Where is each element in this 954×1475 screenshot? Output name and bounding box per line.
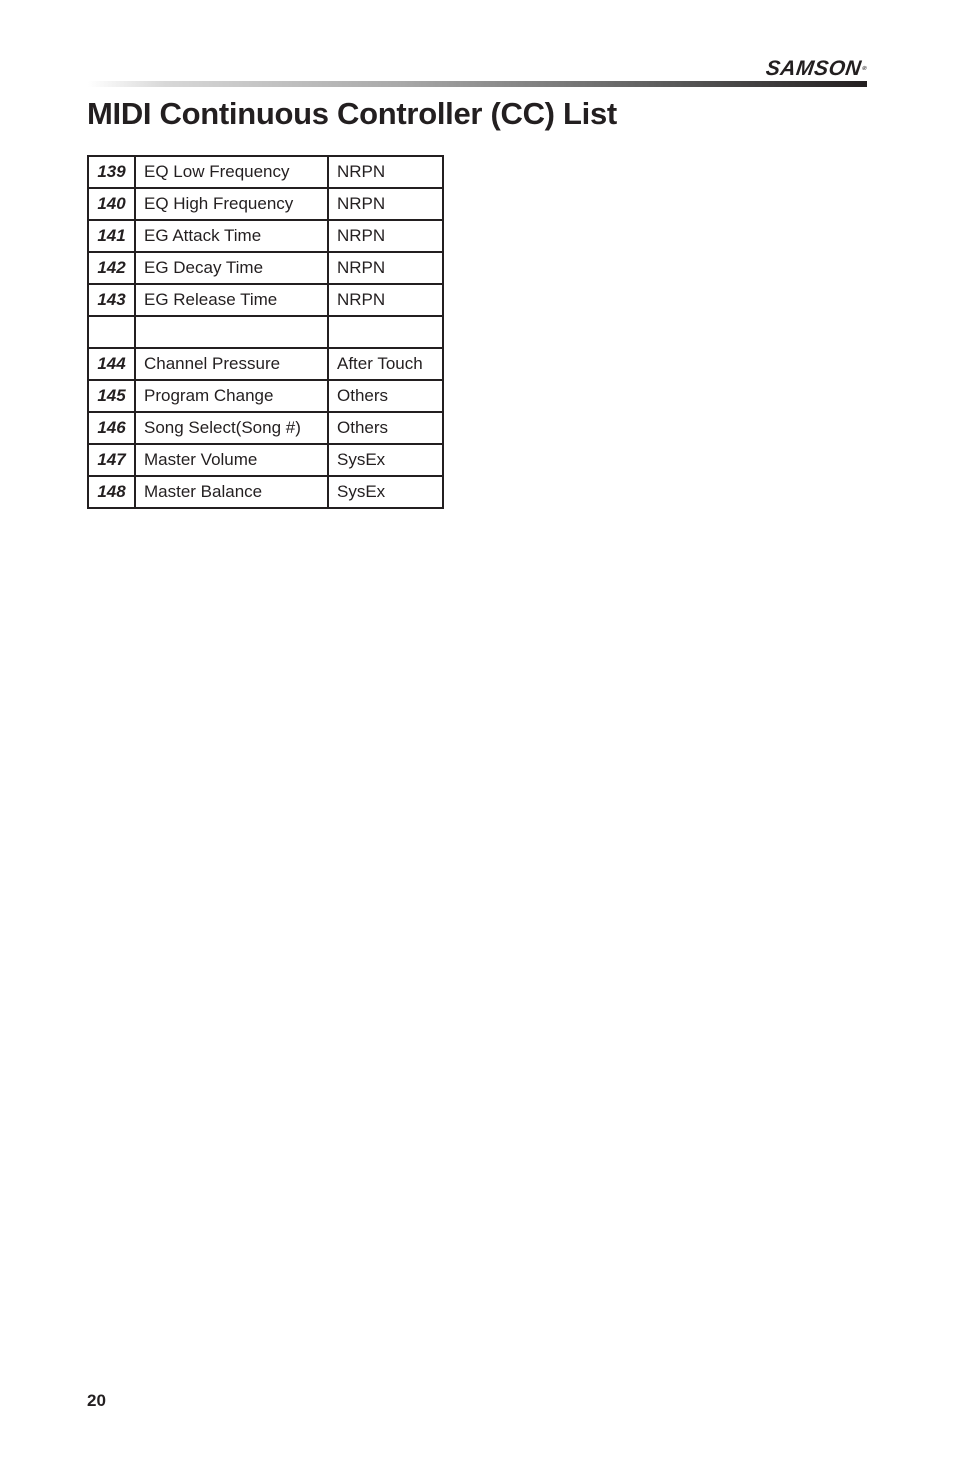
table-row: [88, 220, 443, 252]
cc-name: Program Change: [135, 380, 328, 412]
cc-name: EQ Low Frequency: [135, 156, 328, 188]
cc-number: 140: [88, 188, 135, 220]
cc-name: EG Decay Time: [135, 252, 328, 284]
cc-type: Others: [328, 412, 443, 444]
cc-number: 141: [88, 220, 135, 252]
table-row: [88, 156, 443, 188]
table-row: [88, 348, 443, 380]
samson-logo: [764, 58, 868, 80]
table-row-empty: [88, 316, 443, 348]
cc-type: NRPN: [328, 156, 443, 188]
cc-type: NRPN: [328, 284, 443, 316]
table-row: [88, 380, 443, 412]
cc-name: EQ High Frequency: [135, 188, 328, 220]
cc-number: 146: [88, 412, 135, 444]
samson-logo-text: SAMSON: [764, 57, 863, 80]
cc-number: 144: [88, 348, 135, 380]
cc-type: Others: [328, 380, 443, 412]
cc-name: [135, 316, 328, 348]
cc-type: SysEx: [328, 444, 443, 476]
cc-number: 147: [88, 444, 135, 476]
cc-name: Master Balance: [135, 476, 328, 508]
cc-type: NRPN: [328, 188, 443, 220]
table-row: [88, 412, 443, 444]
cc-name: EG Attack Time: [135, 220, 328, 252]
table-row: [88, 444, 443, 476]
table-row: [88, 476, 443, 508]
cc-type: After Touch: [328, 348, 443, 380]
cc-type: [328, 316, 443, 348]
cc-type: NRPN: [328, 252, 443, 284]
cc-number: 142: [88, 252, 135, 284]
table-row: [88, 188, 443, 220]
table-row: [88, 284, 443, 316]
cc-name: Channel Pressure: [135, 348, 328, 380]
header-rule: [88, 81, 867, 87]
cc-name: Song Select(Song #): [135, 412, 328, 444]
cc-table: [87, 155, 444, 509]
cc-name: Master Volume: [135, 444, 328, 476]
cc-number: [88, 316, 135, 348]
cc-number: 145: [88, 380, 135, 412]
cc-number: 148: [88, 476, 135, 508]
cc-type: NRPN: [328, 220, 443, 252]
cc-number: 139: [88, 156, 135, 188]
cc-name: EG Release Time: [135, 284, 328, 316]
registered-mark-icon: ®: [861, 66, 868, 72]
page-number: 20: [87, 1391, 106, 1410]
table-row: [88, 252, 443, 284]
cc-type: SysEx: [328, 476, 443, 508]
page-title: MIDI Continuous Controller (CC) List: [87, 96, 617, 131]
cc-number: 143: [88, 284, 135, 316]
